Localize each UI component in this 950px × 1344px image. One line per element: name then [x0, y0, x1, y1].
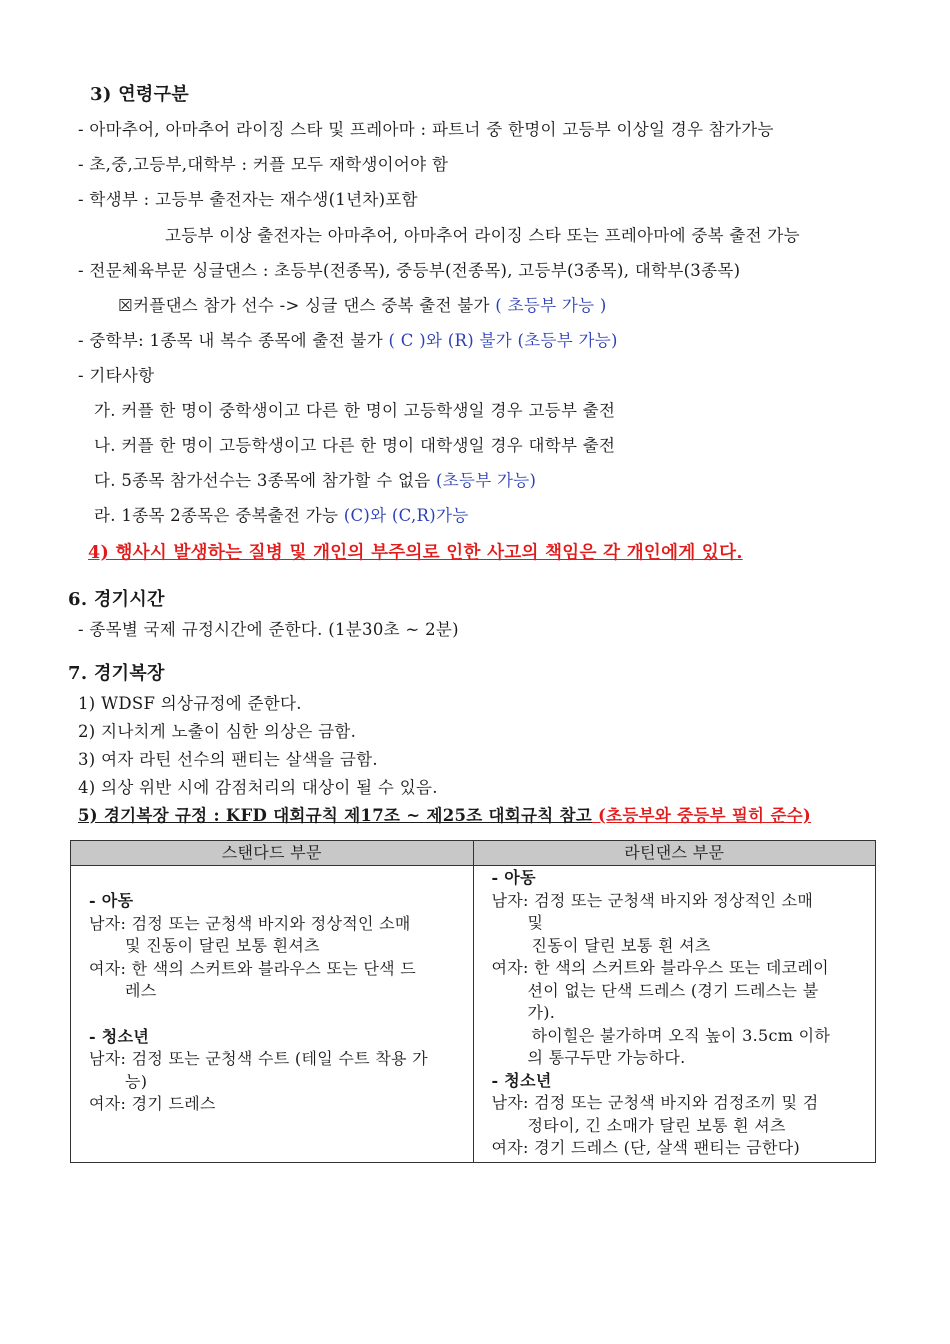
standard-child-heading: - 아동: [89, 891, 134, 910]
middle-rule-exception: ( C )와 (R) 불가 (초등부 가능): [382, 331, 618, 350]
other-item-ra-exception: (C)와 (C,R)가능: [338, 506, 469, 525]
age-rule-pro-single: - 전문체육부문 싱글댄스 : 초등부(전종목), 중등부(전종목), 고등부(3종목), 대학부(3종목): [78, 261, 741, 280]
liability-notice: 4) 행사시 발생하는 질병 및 개인의 부주의로 인한 사고의 책임은 각 개인에게 있다.: [88, 543, 743, 563]
latin-teen-female: 여자: 경기 드레스 (단, 살색 팬티는 금한다): [491, 1138, 801, 1157]
dress-rule-5-emphasis: (초등부와 중등부 필히 준수): [592, 806, 812, 825]
standard-child-female: 여자: 한 색의 스커트와 블라우스 또는 단색 드: [89, 958, 417, 978]
age-rule-middle: [78, 331, 618, 351]
latin-column-header: 라틴댄스 부문: [473, 841, 876, 866]
latin-child-female-cont2: 가).: [527, 1003, 556, 1022]
standard-child-male: 남자: 검정 또는 군청색 바지와 정상적인 소매: [89, 913, 411, 933]
couple-note-text: ☒커플댄스 참가 선수 -> 싱글 댄스 중복 출전 불가: [118, 296, 490, 315]
dress-rule-5: [78, 806, 811, 826]
latin-child-heels-cont: 의 통구두만 가능하다.: [527, 1048, 686, 1067]
latin-child-male-cont2: 진동이 달린 보통 흰 셔츠: [531, 935, 711, 955]
spacer: [89, 1003, 465, 1026]
age-rule-couple-note: [118, 296, 607, 316]
match-time-rule: - 종목별 국제 규정시간에 준한다. (1분30초 ~ 2분): [78, 620, 459, 639]
dress-rule-1: 1) WDSF 의상규정에 준한다.: [78, 694, 302, 713]
latin-teen-heading: - 청소년: [491, 1070, 552, 1090]
standard-column-header: 스탠다드 부문: [71, 841, 474, 866]
dress-rule-3: 3) 여자 라틴 선수의 팬티는 살색을 금함.: [78, 750, 378, 769]
table-row: [71, 866, 876, 1163]
latin-child-female: 여자: 한 색의 스커트와 블라우스 또는 데코레이: [491, 958, 829, 977]
latin-child-male-cont: 및: [527, 913, 544, 932]
age-rule-school: - 초,중,고등부,대학부 : 커플 모두 재학생이어야 함: [78, 155, 449, 174]
latin-dress-cell: [473, 866, 876, 1163]
standard-child-male-cont: 및 진동이 달린 보통 흰셔츠: [125, 936, 320, 955]
other-items-label: - 기타사항: [78, 366, 155, 385]
match-time-heading: 6. 경기시간: [68, 589, 165, 610]
age-rule-student: - 학생부 : 고등부 출전자는 재수생(1년차)포함: [78, 190, 418, 209]
standard-teen-male: 남자: 검정 또는 군청색 수트 (테일 수트 착용 가: [89, 1049, 428, 1068]
other-item-da: [94, 471, 536, 491]
other-item-ga: 가. 커플 한 명이 중학생이고 다른 한 명이 고등학생일 경우 고등부 출전: [94, 401, 616, 420]
latin-teen-male-cont: 정타이, 긴 소매가 달린 보통 흰 셔츠: [527, 1115, 786, 1135]
latin-teen-male: 남자: 검정 또는 군청색 바지와 검정조끼 및 검: [491, 1093, 819, 1112]
table-header-row: [71, 841, 876, 866]
standard-child-female-cont: 레스: [125, 981, 157, 1000]
other-item-ra: [94, 506, 469, 526]
age-rule-amateur: - 아마추어, 아마추어 라이징 스타 및 프레아마 : 파트너 중 한명이 고등부 이상일 경우 참가가능: [78, 120, 774, 139]
other-item-da-text: 다. 5종목 참가선수는 3종목에 참가할 수 없음: [94, 471, 431, 490]
standard-teen-female: 여자: 경기 드레스: [89, 1094, 216, 1113]
dress-code-table: [70, 840, 876, 1163]
latin-child-heels: 하이힐은 불가하며 오직 높이 3.5cm 이하: [531, 1025, 831, 1045]
other-item-ra-text: 라. 1종목 2종목은 중복출전 가능: [94, 506, 339, 525]
dress-code-heading: 7. 경기복장: [68, 663, 165, 684]
dress-rule-2: 2) 지나치게 노출이 심한 의상은 금함.: [78, 722, 357, 741]
latin-child-female-cont: 션이 없는 단색 드레스 (경기 드레스는 불: [527, 980, 819, 1000]
latin-child-male: 남자: 검정 또는 군청색 바지와 정상적인 소매: [491, 890, 814, 910]
dress-rule-4: 4) 의상 위반 시에 감점처리의 대상이 될 수 있음.: [78, 778, 438, 797]
standard-dress-cell: [71, 866, 474, 1163]
standard-teen-male-cont: 능): [125, 1071, 148, 1091]
standard-teen-heading: - 청소년: [89, 1026, 150, 1046]
couple-note-exception: ( 초등부 가능 ): [489, 296, 607, 315]
middle-rule-text: - 중학부: 1종목 내 복수 종목에 출전 불가: [78, 331, 383, 350]
other-item-da-exception: (초등부 가능): [430, 471, 537, 490]
age-division-heading: 3) 연령구분: [90, 84, 189, 105]
dress-rule-5-text: 5) 경기복장 규정 : KFD 대회규칙 제17조 ~ 제25조 대회규칙 참고: [78, 806, 593, 825]
other-item-na: 나. 커플 한 명이 고등학생이고 다른 한 명이 대학생일 경우 대학부 출전: [94, 436, 616, 455]
latin-child-heading: - 아동: [491, 868, 536, 887]
age-rule-student-note: 고등부 이상 출전자는 아마추어, 아마추어 라이징 스타 또는 프레아마에 중복 출전 가능: [165, 226, 800, 245]
